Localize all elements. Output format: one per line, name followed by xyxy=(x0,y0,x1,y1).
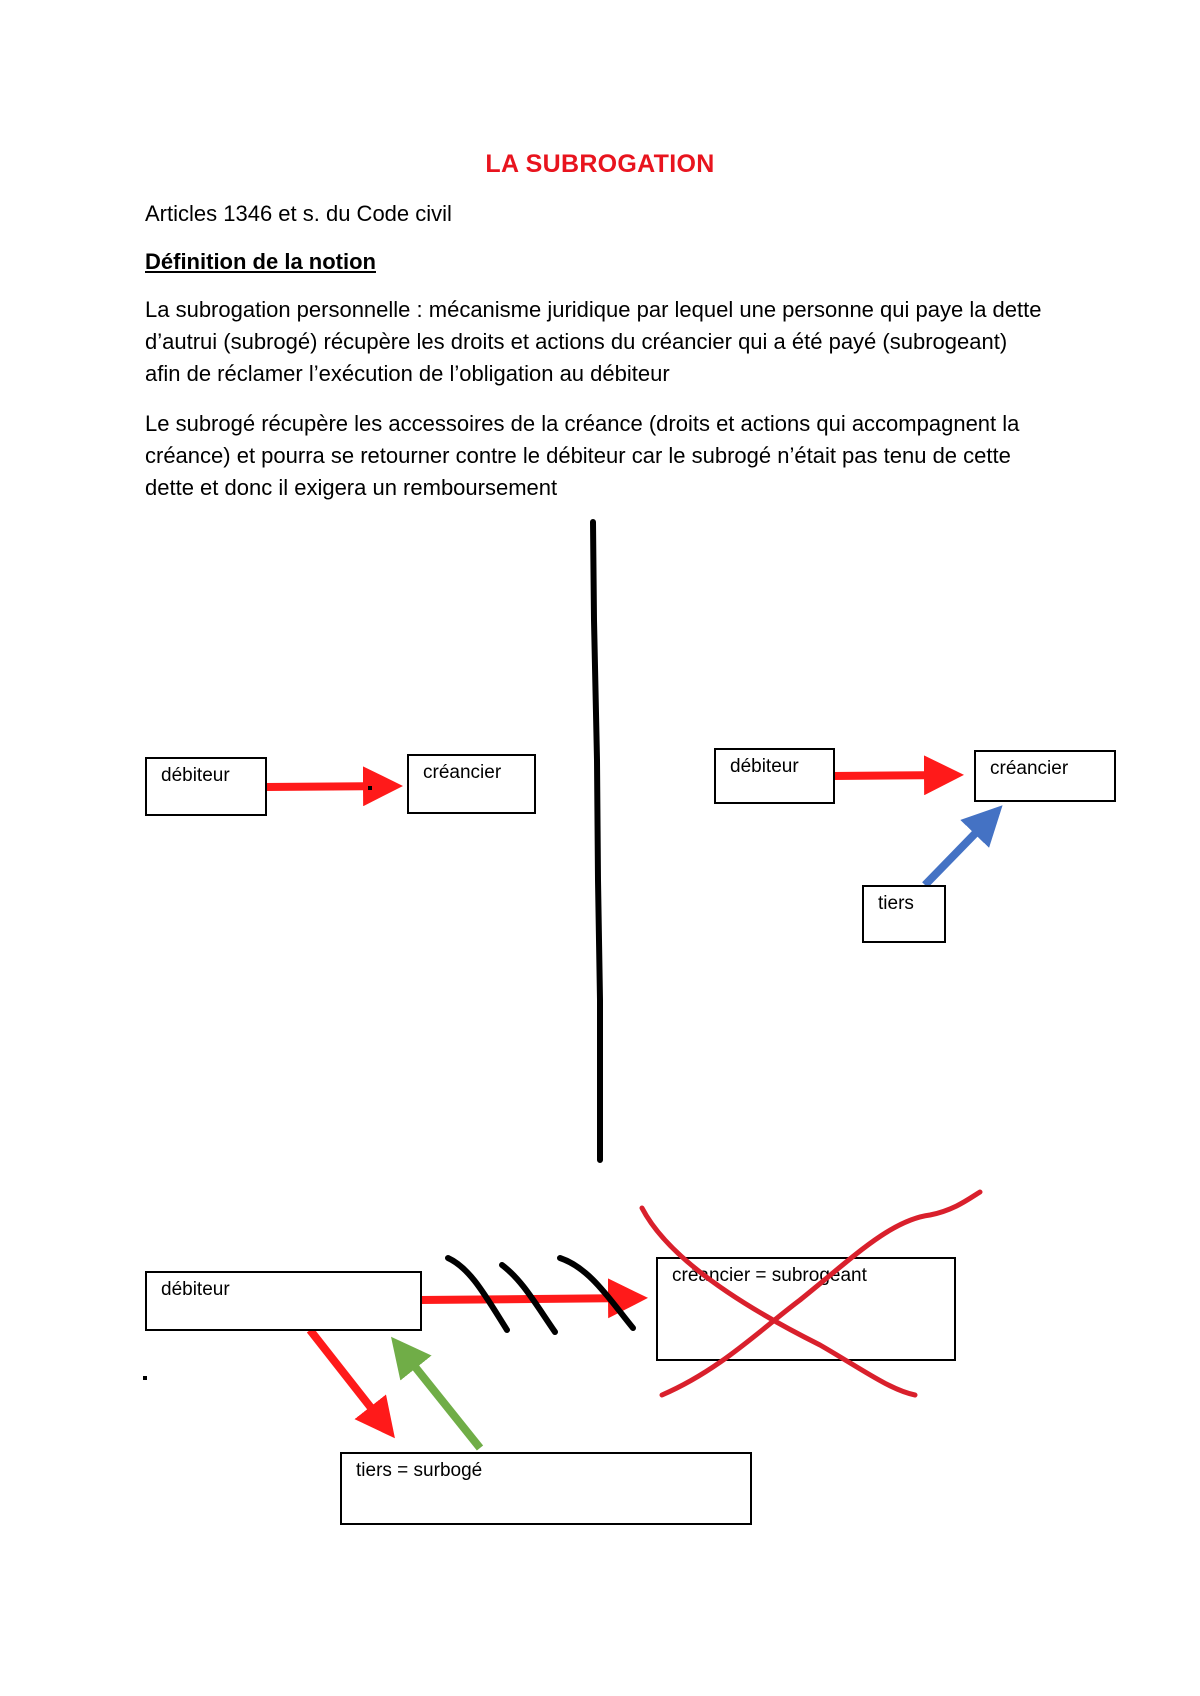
paragraph-line: afin de réclamer l’exécution de l’obligation au débiteur xyxy=(145,361,670,386)
box-label: débiteur xyxy=(730,756,799,777)
box-label: débiteur xyxy=(161,1279,230,1300)
articles-reference: Articles 1346 et s. du Code civil xyxy=(145,201,452,226)
box-label: débiteur xyxy=(161,765,230,786)
cross-mark xyxy=(642,1208,915,1395)
box-label: tiers xyxy=(878,893,914,914)
paragraph-line: La subrogation personnelle : mécanisme juridique par lequel une personne qui paye la dette xyxy=(145,297,1042,322)
paragraph-line: Le subrogé récupère les accessoires de la créance (droits et actions qui accompagnent la xyxy=(145,411,1020,436)
box-label: tiers = surbogé xyxy=(356,1460,483,1481)
section-heading: Définition de la notion xyxy=(145,249,376,274)
paragraph-line: créance) et pourra se retourner contre le débiteur car le subrogé n’était pas tenu de cette xyxy=(145,443,1011,468)
page-title: LA SUBROGATION xyxy=(485,150,715,178)
paragraph-line: d’autrui (subrogé) récupère les droits et actions du créancier qui a été payé (subrogeant) xyxy=(145,329,1008,354)
paragraph-line: dette et donc il exigera un remboursement xyxy=(145,475,558,500)
box-label: créancier xyxy=(990,758,1069,779)
box-label: créancier xyxy=(423,762,502,783)
cross-mark xyxy=(662,1192,980,1395)
box-label: créancier = subrogeant xyxy=(672,1265,867,1286)
